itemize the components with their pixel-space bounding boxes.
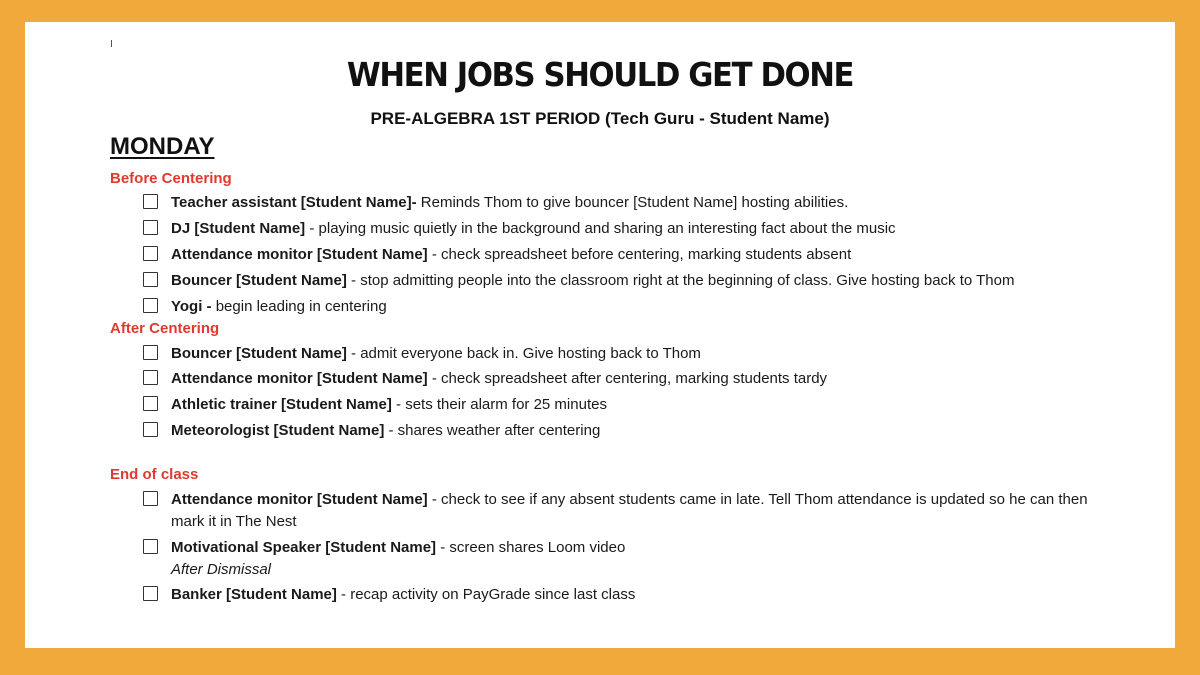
task-item (143, 584, 1103, 606)
checkbox[interactable] (143, 422, 158, 437)
task-role: Attendance monitor [Student Name] (171, 370, 428, 387)
checkbox[interactable] (143, 246, 158, 261)
checkbox[interactable] (143, 396, 158, 411)
document-page (25, 22, 1175, 648)
task-role: Teacher assistant [Student Name]- (171, 194, 417, 211)
checkbox[interactable] (143, 345, 158, 360)
checkbox[interactable] (143, 491, 158, 506)
task-role: Bouncer [Student Name] (171, 345, 347, 362)
task-text (171, 489, 1103, 533)
task-text (171, 394, 1103, 416)
task-role: Yogi - (171, 298, 212, 315)
checkbox[interactable] (143, 539, 158, 554)
task-description: - check spreadsheet before centering, marking students absent (427, 246, 852, 263)
checkbox[interactable] (143, 220, 158, 235)
task-text (171, 218, 1103, 240)
task-item (143, 296, 1103, 318)
task-text (171, 192, 1103, 214)
task-role: Meteorologist [Student Name] (171, 422, 385, 439)
task-description: - recap activity on PayGrade since last class (336, 586, 636, 603)
task-description: - screen shares Loom video (436, 539, 626, 556)
task-text (171, 244, 1103, 266)
task-description: - playing music quietly in the background and sharing an interesting fact about the music (305, 220, 896, 237)
task-note: After Dismissal (171, 561, 272, 578)
checkbox[interactable] (143, 370, 158, 385)
task-item (143, 394, 1103, 416)
task-item (143, 244, 1103, 266)
task-role: Bouncer [Student Name] (171, 272, 347, 289)
task-text (171, 537, 1103, 559)
task-role: DJ [Student Name] (171, 220, 306, 237)
task-text (171, 368, 1103, 390)
task-description: - stop admitting people into the classroom right at the beginning of class. Give hosting back to Thom (346, 272, 1015, 289)
task-text (171, 270, 1103, 292)
task-description: - check spreadsheet after centering, marking students tardy (427, 370, 828, 387)
task-item (143, 192, 1103, 214)
task-description: begin leading in centering (211, 298, 387, 315)
task-item (143, 270, 1103, 292)
task-item (143, 489, 1103, 533)
task-description: - shares weather after centering (384, 422, 601, 439)
task-text (171, 343, 1103, 365)
checkbox[interactable] (143, 194, 158, 209)
task-role: Attendance monitor [Student Name] (171, 246, 428, 263)
task-role: Banker [Student Name] (171, 586, 337, 603)
task-text (171, 584, 1103, 606)
task-description: - check to see if any absent students came in late. Tell Thom attendance is updated so he can then mark it in The Nest (171, 491, 1088, 530)
page-title: WHEN JOBS SHOULD GET DONE (346, 55, 854, 94)
task-text (171, 420, 1103, 442)
page-subtitle: PRE-ALGEBRA 1ST PERIOD (Tech Guru - Student Name) (370, 109, 830, 128)
task-description: - admit everyone back in. Give hosting back to Thom (346, 345, 701, 362)
checkbox[interactable] (143, 586, 158, 601)
section-heading-after-centering: After Centering (110, 320, 220, 337)
task-item (143, 368, 1103, 390)
task-text (171, 296, 1103, 318)
task-description: - sets their alarm for 25 minutes (391, 396, 607, 413)
task-role: Athletic trainer [Student Name] (171, 396, 392, 413)
task-item (143, 218, 1103, 240)
section-heading-before-centering: Before Centering (110, 170, 232, 187)
checkbox[interactable] (143, 272, 158, 287)
task-item (143, 420, 1103, 442)
text-cursor (111, 40, 112, 47)
day-heading: MONDAY (110, 133, 215, 160)
section-heading-end-of-class: End of class (110, 466, 199, 483)
task-item (143, 537, 1103, 581)
task-role: Attendance monitor [Student Name] (171, 491, 428, 508)
task-role: Motivational Speaker [Student Name] (171, 539, 437, 556)
task-item (143, 343, 1103, 365)
checkbox[interactable] (143, 298, 158, 313)
task-description: Reminds Thom to give bouncer [Student Name] hosting abilities. (416, 194, 849, 211)
